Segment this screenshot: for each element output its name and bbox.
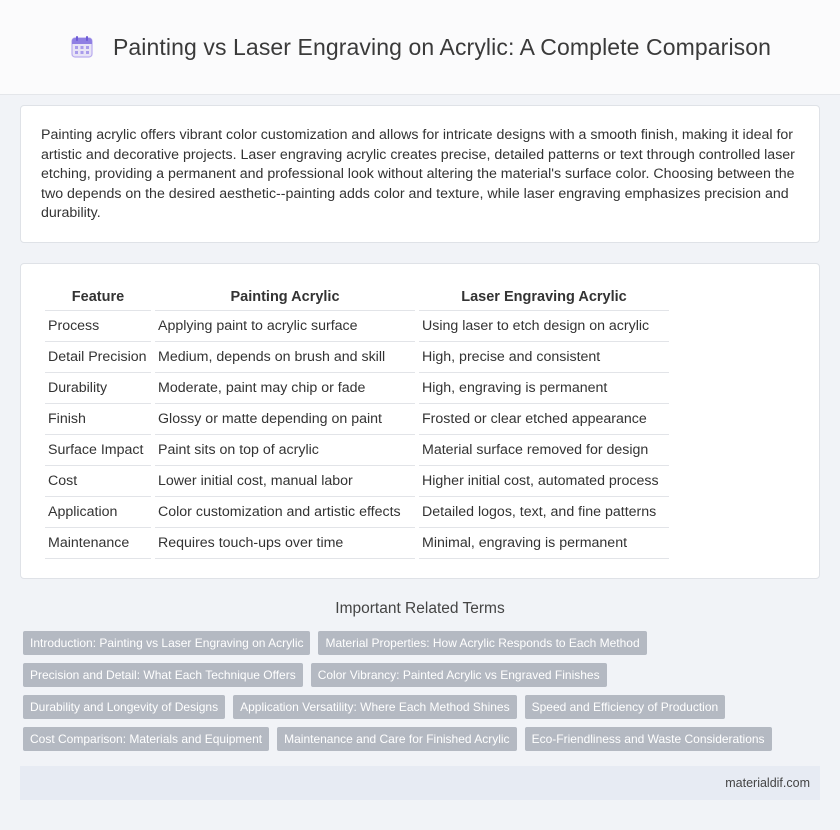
table-row <box>45 404 669 435</box>
table-cell: High, engraving is permanent <box>419 373 669 404</box>
related-terms-list <box>23 631 823 759</box>
table-cell: Moderate, paint may chip or fade <box>155 373 415 404</box>
table-row <box>45 342 669 373</box>
calendar-icon <box>69 34 95 60</box>
table-row <box>45 528 669 559</box>
intro-card <box>20 105 820 243</box>
page-title: Painting vs Laser Engraving on Acrylic: A Complete Comparison <box>112 33 772 60</box>
table-row <box>45 466 669 497</box>
table-cell: Using laser to etch design on acrylic <box>419 311 669 342</box>
table-cell: Higher initial cost, automated process <box>419 466 669 497</box>
column-header: Painting Acrylic <box>155 284 415 311</box>
table-cell: Medium, depends on brush and skill <box>155 342 415 373</box>
column-header: Laser Engraving Acrylic <box>419 284 669 311</box>
intro-text: Painting acrylic offers vibrant color customization and allows for intricate designs with a smooth finish, making it ideal for artistic and decorative projects. Laser engraving acrylic creates precise, detailed patterns or text through controlled laser etching, providing a permanent and professional look without altering the material's surface color. Choosing between the two depends on the desired aesthetic--painting adds color and texture, while laser engraving emphasizes precision and durability. <box>41 127 795 221</box>
table-cell: Finish <box>45 404 151 435</box>
table-cell: Surface Impact <box>45 435 151 466</box>
comparison-card <box>20 263 820 579</box>
table-row <box>45 435 669 466</box>
related-term-tag[interactable]: Eco-Friendliness and Waste Considerations <box>525 727 772 751</box>
table-cell: Maintenance <box>45 528 151 559</box>
table-cell: Requires touch-ups over time <box>155 528 415 559</box>
table-cell: Color customization and artistic effects <box>155 497 415 528</box>
table-cell: Lower initial cost, manual labor <box>155 466 415 497</box>
footer-site[interactable]: materialdif.com <box>725 776 810 790</box>
related-term-tag[interactable]: Cost Comparison: Materials and Equipment <box>23 727 269 751</box>
related-term-tag[interactable]: Precision and Detail: What Each Technique Offers <box>23 663 303 687</box>
related-term-tag[interactable]: Color Vibrancy: Painted Acrylic vs Engraved Finishes <box>311 663 607 687</box>
table-cell: Minimal, engraving is permanent <box>419 528 669 559</box>
table-cell: High, precise and consistent <box>419 342 669 373</box>
table-cell: Durability <box>45 373 151 404</box>
table-row <box>45 497 669 528</box>
related-term-tag[interactable]: Introduction: Painting vs Laser Engraving on Acrylic <box>23 631 310 655</box>
related-term-tag[interactable]: Application Versatility: Where Each Method Shines <box>233 695 516 719</box>
table-cell: Frosted or clear etched appearance <box>419 404 669 435</box>
related-term-tag[interactable]: Material Properties: How Acrylic Responds to Each Method <box>318 631 646 655</box>
table-cell: Paint sits on top of acrylic <box>155 435 415 466</box>
table-cell: Detailed logos, text, and fine patterns <box>419 497 669 528</box>
footer <box>20 766 820 800</box>
table-header-row <box>45 284 669 311</box>
table-row <box>45 311 669 342</box>
table-cell: Applying paint to acrylic surface <box>155 311 415 342</box>
page-header <box>0 0 840 95</box>
table-cell: Process <box>45 311 151 342</box>
table-cell: Material surface removed for design <box>419 435 669 466</box>
table-cell: Cost <box>45 466 151 497</box>
related-term-tag[interactable]: Durability and Longevity of Designs <box>23 695 225 719</box>
comparison-table <box>41 284 673 559</box>
table-cell: Detail Precision <box>45 342 151 373</box>
column-header: Feature <box>45 284 151 311</box>
related-terms-title: Important Related Terms <box>335 600 505 617</box>
related-term-tag[interactable]: Maintenance and Care for Finished Acrylic <box>277 727 516 751</box>
table-row <box>45 373 669 404</box>
table-cell: Glossy or matte depending on paint <box>155 404 415 435</box>
table-cell: Application <box>45 497 151 528</box>
related-term-tag[interactable]: Speed and Efficiency of Production <box>525 695 726 719</box>
